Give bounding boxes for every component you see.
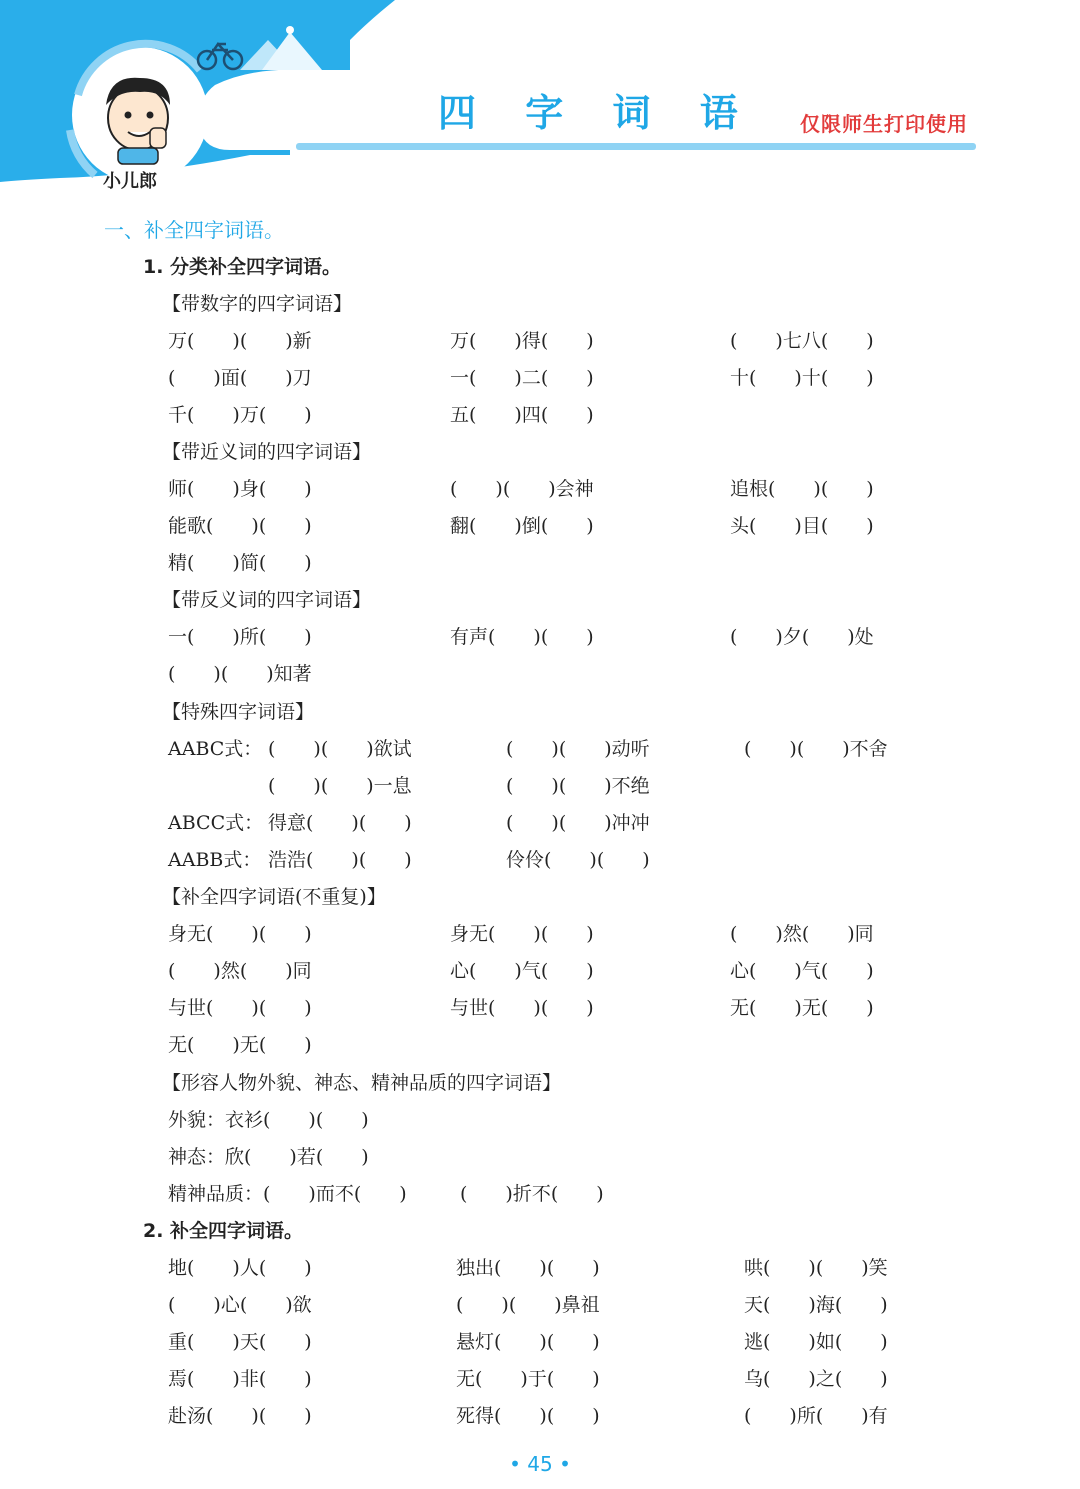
page-number: • 45 •	[509, 1452, 571, 1476]
blank-item[interactable]: 乌( )之( )	[744, 1368, 888, 1390]
blank-item[interactable]: ( )折不( )	[460, 1183, 604, 1205]
blank-item[interactable]: ( )( )欲试	[268, 738, 412, 760]
category-synonyms-label: 【带近义词的四字词语】	[162, 441, 372, 463]
blank-item[interactable]: 伶伶( )( )	[506, 849, 650, 871]
blank-item[interactable]: ( )心( )欲	[168, 1294, 312, 1316]
blank-item[interactable]: 五( )四( )	[450, 404, 594, 426]
blank-item[interactable]: 焉( )非( )	[168, 1368, 312, 1390]
blank-item[interactable]: 死得( )( )	[456, 1405, 600, 1427]
blank-item[interactable]: 逃( )如( )	[744, 1331, 888, 1353]
blank-item[interactable]: 地( )人( )	[168, 1257, 312, 1279]
blank-item[interactable]: 精( )简( )	[168, 552, 312, 574]
blank-item[interactable]: 一( )所( )	[168, 626, 312, 648]
blank-item[interactable]: 无( )无( )	[168, 1034, 312, 1056]
blank-item[interactable]: 独出( )( )	[456, 1257, 600, 1279]
blank-item[interactable]: 身无( )( )	[168, 923, 312, 945]
blank-item[interactable]: ( )然( )同	[168, 960, 312, 982]
page-title: 四 字 词 语	[438, 91, 756, 135]
blank-item[interactable]: ( )( )知著	[168, 663, 312, 685]
blank-item[interactable]: 十( )十( )	[730, 367, 874, 389]
blank-item[interactable]: 外貌：衣衫( )( )	[168, 1109, 369, 1131]
blank-item[interactable]: ( )( )一息	[268, 775, 412, 797]
blank-item[interactable]: 能歌( )( )	[168, 515, 312, 537]
blank-item[interactable]: 万( )得( )	[450, 330, 594, 352]
blank-item[interactable]: 万( )( )新	[168, 330, 312, 352]
blank-item[interactable]: ( )( )动听	[506, 738, 650, 760]
blank-item[interactable]: 天( )海( )	[744, 1294, 888, 1316]
blank-item[interactable]: 重( )天( )	[168, 1331, 312, 1353]
blank-item[interactable]: 无( )无( )	[730, 997, 874, 1019]
aabb-label: AABB式：	[168, 849, 262, 871]
blank-item[interactable]: 身无( )( )	[450, 923, 594, 945]
blank-item[interactable]: ( )( )冲冲	[506, 812, 650, 834]
blank-item[interactable]: ( )( )会神	[450, 478, 594, 500]
blank-item[interactable]: 追根( )( )	[730, 478, 874, 500]
section-heading: 一、补全四字词语。	[104, 218, 284, 242]
blank-item[interactable]: 与世( )( )	[450, 997, 594, 1019]
print-notice: 仅限师生打印使用	[800, 112, 968, 136]
blank-item[interactable]: 无( )于( )	[456, 1368, 600, 1390]
category-norepeat-label: 【补全四字词语(不重复)】	[162, 886, 386, 908]
blank-item[interactable]: 与世( )( )	[168, 997, 312, 1019]
blank-item[interactable]: ( )然( )同	[730, 923, 874, 945]
blank-item[interactable]: 头( )目( )	[730, 515, 874, 537]
abcc-label: ABCC式：	[168, 812, 264, 834]
blank-item[interactable]: ( )所( )有	[744, 1405, 888, 1427]
question-1-heading: 1. 分类补全四字词语。	[143, 256, 342, 278]
blank-item[interactable]: ( )( )不舍	[744, 738, 888, 760]
blank-item[interactable]: 有声( )( )	[450, 626, 594, 648]
aabc-label: AABC式：	[168, 738, 263, 760]
blank-item[interactable]: ( )七八( )	[730, 330, 874, 352]
category-describe-label: 【形容人物外貌、神态、精神品质的四字词语】	[162, 1072, 562, 1094]
blank-item[interactable]: 一( )二( )	[450, 367, 594, 389]
blank-item[interactable]: 心( )气( )	[450, 960, 594, 982]
blank-item[interactable]: 哄( )( )笑	[744, 1257, 888, 1279]
blank-item[interactable]: 千( )万( )	[168, 404, 312, 426]
category-antonyms-label: 【带反义词的四字词语】	[162, 589, 372, 611]
blank-item[interactable]: 翻( )倒( )	[450, 515, 594, 537]
blank-item[interactable]: 神态：欣( )若( )	[168, 1146, 369, 1168]
category-special-label: 【特殊四字词语】	[162, 701, 315, 723]
blank-item[interactable]: 赴汤( )( )	[168, 1405, 312, 1427]
blank-item[interactable]: 得意( )( )	[268, 812, 412, 834]
blank-item[interactable]: ( )( )不绝	[506, 775, 650, 797]
mascot-name: 小儿郎	[103, 171, 157, 192]
category-numbers-label: 【带数字的四字词语】	[162, 293, 353, 315]
question-2-heading: 2. 补全四字词语。	[143, 1220, 304, 1242]
blank-item[interactable]: ( )( )鼻祖	[456, 1294, 600, 1316]
blank-item[interactable]: 浩浩( )( )	[268, 849, 412, 871]
blank-item[interactable]: 师( )身( )	[168, 478, 312, 500]
blank-item[interactable]: 精神品质：( )而不( )	[168, 1183, 407, 1205]
blank-item[interactable]: ( )面( )刀	[168, 367, 312, 389]
blank-item[interactable]: 心( )气( )	[730, 960, 874, 982]
blank-item[interactable]: ( )夕( )处	[730, 626, 874, 648]
blank-item[interactable]: 悬灯( )( )	[456, 1331, 600, 1353]
